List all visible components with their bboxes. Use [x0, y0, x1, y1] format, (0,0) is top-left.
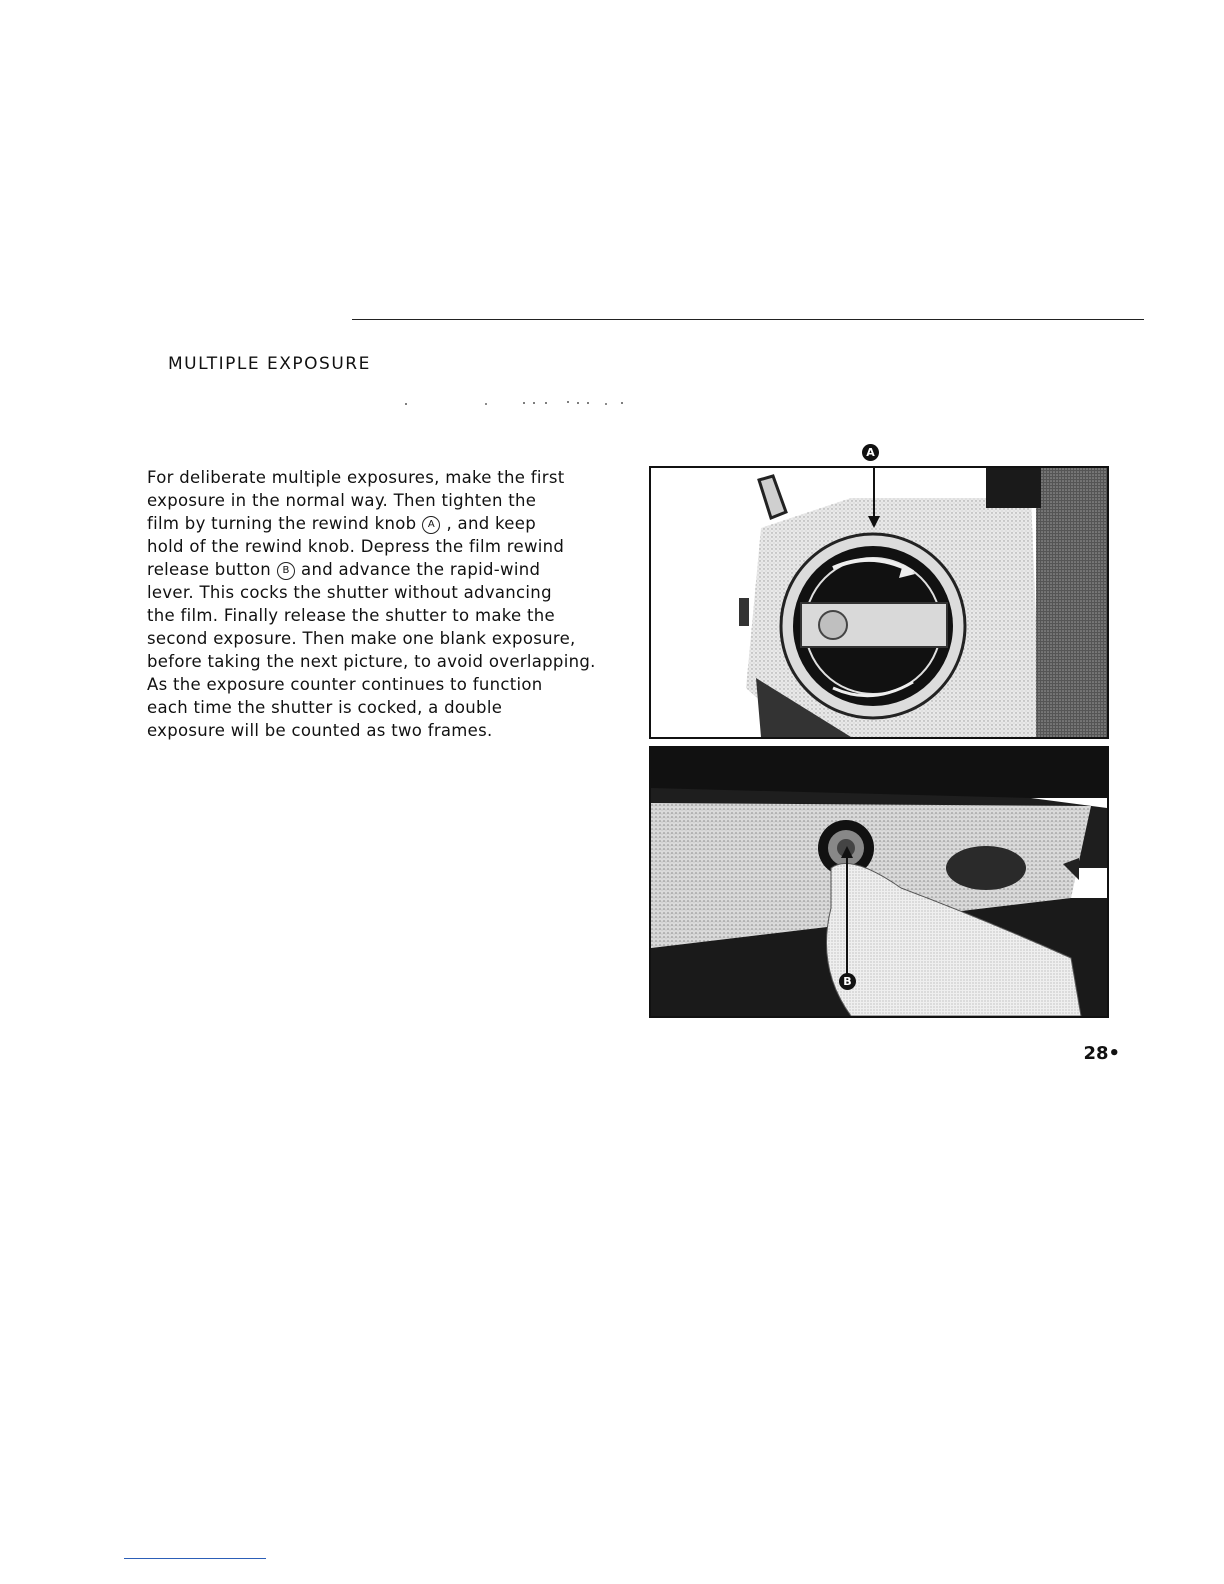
rewind-release-illustration: [651, 748, 1107, 1016]
body-line-part: , and keep: [446, 514, 536, 533]
body-line: the film. Finally release the shutter to make the: [147, 606, 555, 625]
rewind-release-button-photo: [649, 746, 1109, 1018]
body-line: exposure will be counted as two frames.: [147, 721, 493, 740]
body-line-part: film by turning the rewind knob: [147, 514, 417, 533]
body-line-part: and advance the rapid-wind: [301, 560, 541, 579]
scan-speckle: [400, 398, 630, 410]
page-number: 28•: [1083, 1043, 1120, 1064]
marker-a-inline: A: [422, 516, 440, 534]
body-line: For deliberate multiple exposures, make the first: [147, 468, 565, 487]
body-paragraph: [147, 466, 627, 742]
body-line: [147, 512, 627, 535]
body-line: [147, 558, 627, 581]
rewind-knob-photo: [649, 466, 1109, 739]
body-line: before taking the next picture, to avoid overlapping.: [147, 652, 596, 671]
marker-a-label: A: [862, 444, 879, 461]
body-line: second exposure. Then make one blank exposure,: [147, 629, 576, 648]
body-line: As the exposure counter continues to function: [147, 675, 543, 694]
body-line: exposure in the normal way. Then tighten the: [147, 491, 537, 510]
rewind-knob-illustration: [651, 468, 1107, 737]
footer-rule: [124, 1558, 266, 1559]
marker-b-label: B: [839, 973, 856, 990]
body-line: hold of the rewind knob. Depress the film rewind: [147, 537, 565, 556]
marker-b-inline: B: [277, 562, 295, 580]
body-line: each time the shutter is cocked, a double: [147, 698, 503, 717]
header-rule: [352, 319, 1144, 320]
body-line: lever. This cocks the shutter without advancing: [147, 583, 552, 602]
body-line-part: release button: [147, 560, 272, 579]
section-heading: MULTIPLE EXPOSURE: [168, 354, 371, 374]
